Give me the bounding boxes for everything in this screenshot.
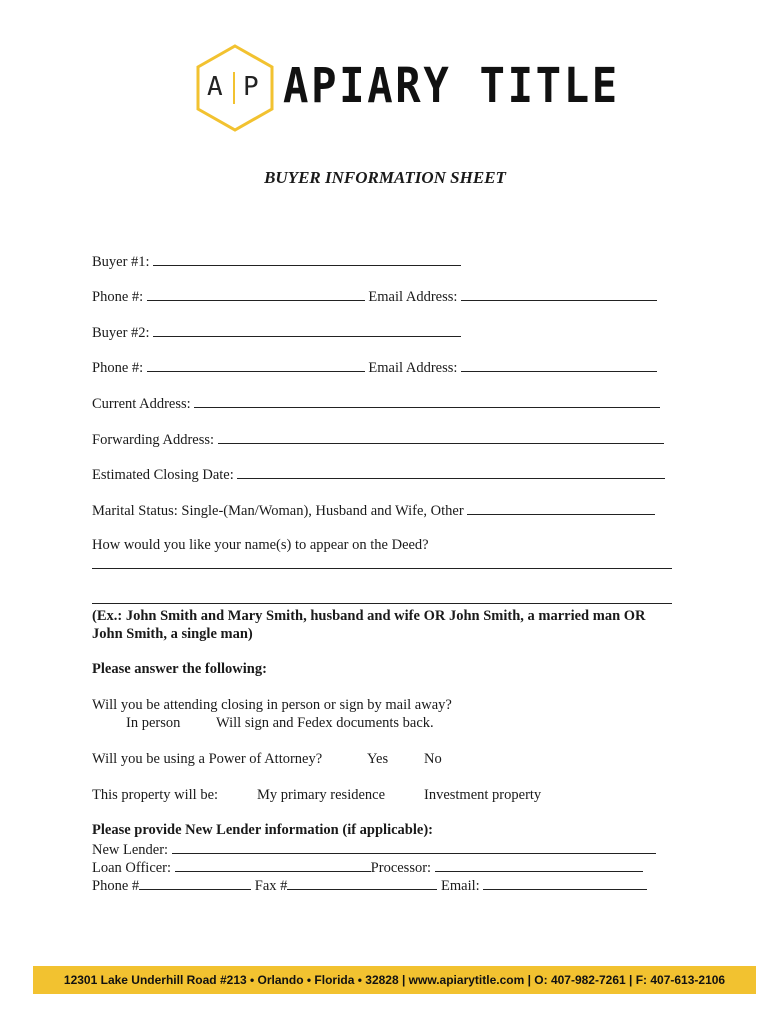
option-yes[interactable]: Yes	[367, 751, 389, 767]
loan-officer-row	[92, 858, 643, 877]
new-lender-label: New Lender:	[92, 842, 169, 858]
property-question: This property will be:	[92, 787, 219, 803]
lender-email-field[interactable]	[483, 876, 647, 890]
lender-heading: Please provide New Lender information (if applicable):	[92, 822, 433, 838]
deed-line-2[interactable]	[92, 603, 672, 604]
email1-label: Email Address:	[368, 289, 458, 305]
logo-wordmark: APIARY TITLE	[283, 58, 620, 114]
processor-field[interactable]	[435, 858, 643, 872]
forwarding-address-field[interactable]	[218, 430, 664, 444]
buyer1-row	[92, 252, 461, 271]
closing-question: Will you be attending closing in person or sign by mail away?	[92, 697, 452, 713]
lender-contact-row	[92, 876, 647, 895]
current-address-field[interactable]	[194, 394, 660, 408]
loan-officer-field[interactable]	[175, 858, 371, 872]
email2-field[interactable]	[461, 358, 657, 372]
option-no[interactable]: No	[424, 751, 442, 767]
buyer1-label: Buyer #1:	[92, 254, 150, 270]
buyer2-label: Buyer #2:	[92, 325, 150, 341]
logo	[195, 44, 620, 132]
lender-phone-field[interactable]	[139, 876, 251, 890]
deed-example-1: (Ex.: John Smith and Mary Smith, husband and wife OR John Smith, a married man OR	[92, 608, 646, 624]
processor-label: Processor:	[370, 860, 432, 876]
current-address-label: Current Address:	[92, 396, 191, 412]
option-investment-property[interactable]: Investment property	[424, 787, 542, 803]
deed-question: How would you like your name(s) to appear on the Deed?	[92, 537, 429, 553]
option-in-person[interactable]: In person	[126, 715, 181, 731]
option-mail-away[interactable]: Will sign and Fedex documents back.	[216, 715, 434, 731]
deed-line-1[interactable]	[92, 568, 672, 569]
forwarding-address-row	[92, 430, 664, 449]
buyer2-field[interactable]	[153, 323, 461, 337]
closing-date-label: Estimated Closing Date:	[92, 467, 234, 483]
new-lender-field[interactable]	[172, 840, 656, 854]
phone1-row	[92, 287, 657, 306]
phone2-label: Phone #:	[92, 360, 144, 376]
new-lender-row	[92, 840, 656, 859]
email2-label: Email Address:	[368, 360, 458, 376]
logo-letter-a: A	[207, 72, 223, 102]
logo-letter-p: P	[243, 72, 259, 102]
forwarding-address-label: Forwarding Address:	[92, 432, 215, 448]
email1-field[interactable]	[461, 287, 657, 301]
lender-phone-label: Phone #	[92, 878, 140, 894]
option-primary-residence[interactable]: My primary residence	[257, 787, 386, 803]
page-title: BUYER INFORMATION SHEET	[264, 168, 506, 187]
poa-question: Will you be using a Power of Attorney?	[92, 751, 323, 767]
phone1-field[interactable]	[147, 287, 365, 301]
buyer1-field[interactable]	[153, 252, 461, 266]
deed-example-2: John Smith, a single man)	[92, 626, 253, 642]
current-address-row	[92, 394, 660, 413]
footer-bar	[33, 966, 756, 994]
phone2-field[interactable]	[147, 358, 365, 372]
closing-date-field[interactable]	[237, 465, 665, 479]
buyer2-row	[92, 323, 461, 342]
lender-email-label: Email:	[441, 878, 480, 894]
loan-officer-label: Loan Officer:	[92, 860, 172, 876]
closing-date-row	[92, 465, 665, 484]
lender-fax-field[interactable]	[287, 876, 437, 890]
logo-divider	[233, 72, 235, 104]
questions-heading: Please answer the following:	[92, 661, 267, 677]
phone1-label: Phone #:	[92, 289, 144, 305]
phone2-row	[92, 358, 657, 377]
marital-status-label: Marital Status: Single-(Man/Woman), Husband and Wife, Other	[92, 503, 464, 519]
marital-status-row	[92, 501, 655, 520]
marital-status-other-field[interactable]	[467, 501, 655, 515]
lender-fax-label: Fax #	[254, 878, 288, 894]
footer-text: 12301 Lake Underhill Road #213 • Orlando • Florida • 32828 | www.apiarytitle.com | O: 407-982-7261 | F: 407-613-2106	[63, 973, 726, 987]
